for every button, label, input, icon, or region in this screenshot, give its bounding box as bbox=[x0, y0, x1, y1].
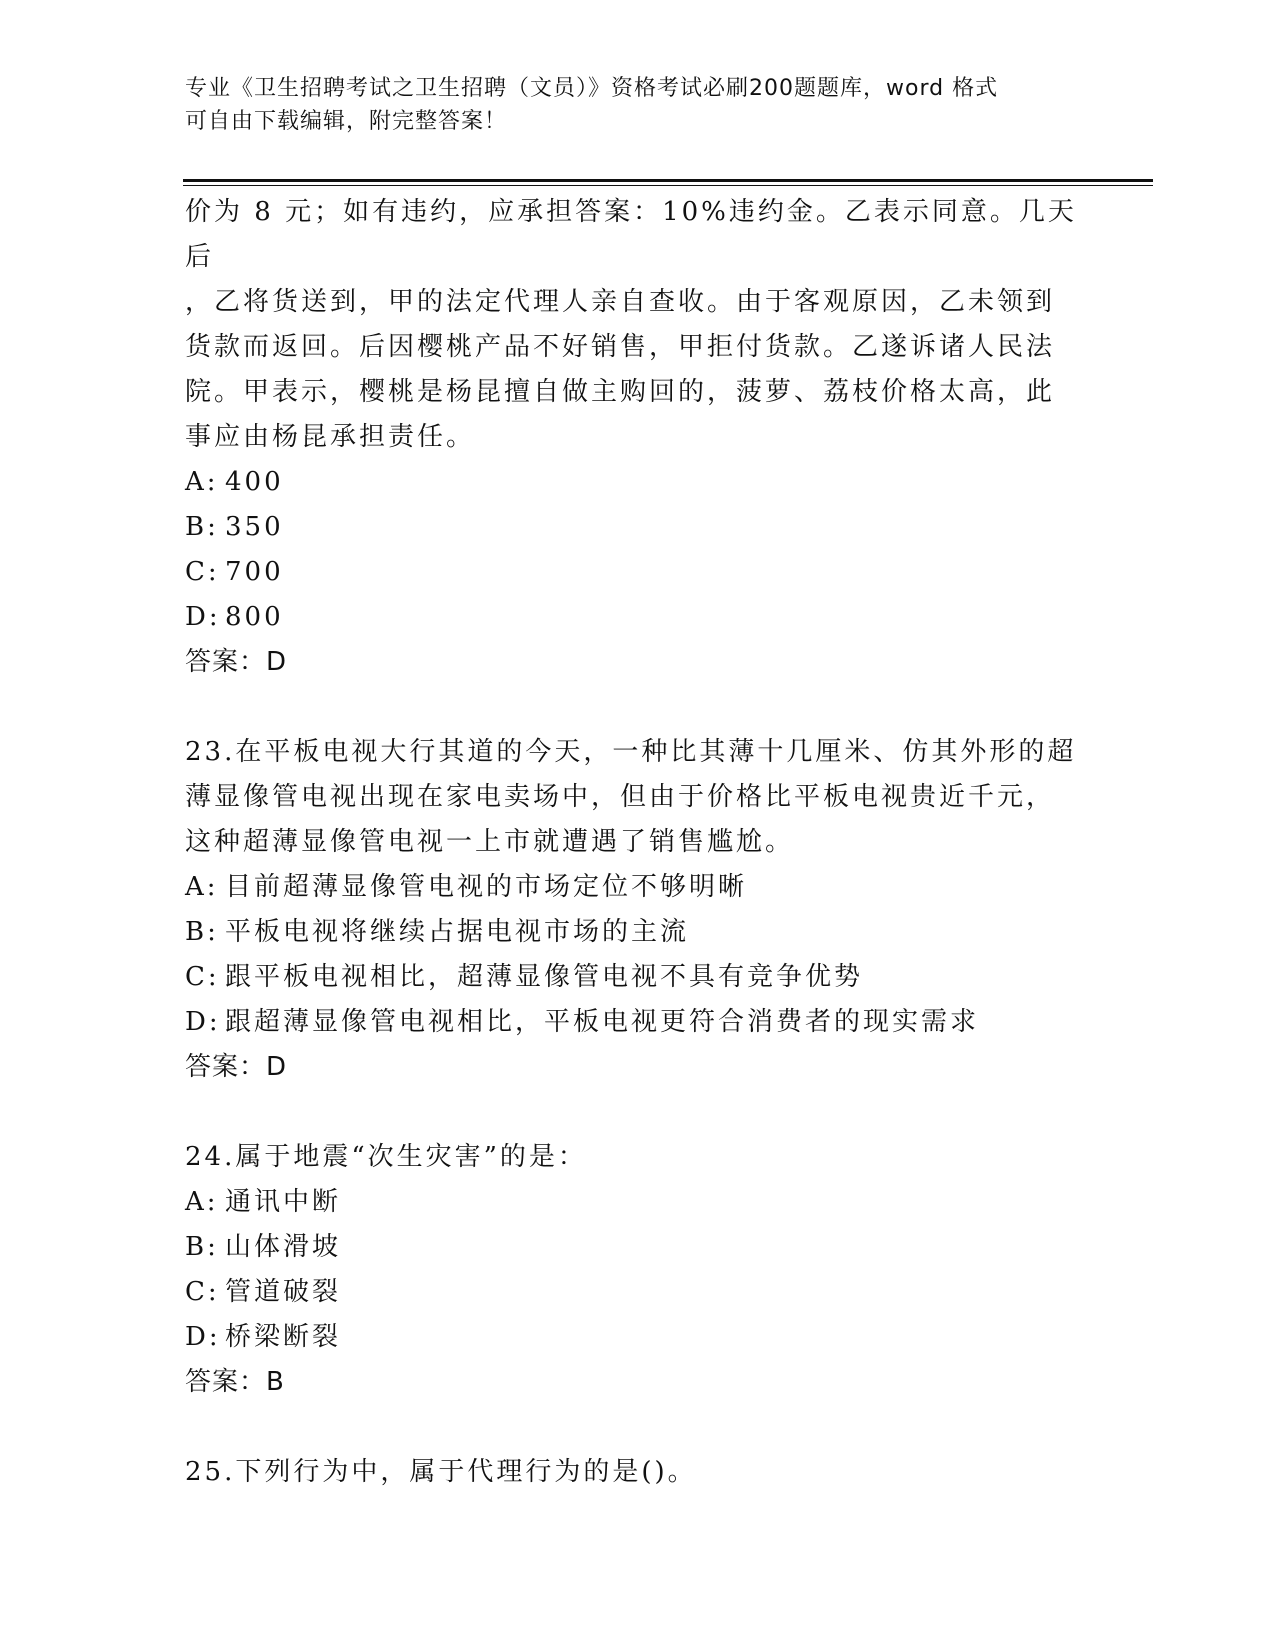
stem-line: 院。甲表示，樱桃是杨昆擅自做主购回的，菠萝、荔枝价格太高，此 bbox=[185, 377, 1056, 407]
option-key: A: bbox=[185, 1187, 219, 1217]
option-text: 跟平板电视相比，超薄显像管电视不具有竞争优势 bbox=[225, 962, 864, 992]
question-22 bbox=[185, 190, 1085, 685]
option-d bbox=[185, 1315, 1085, 1360]
option-c bbox=[185, 955, 1085, 1000]
header-divider-thin bbox=[183, 185, 1153, 186]
answer-line: 答案：D bbox=[185, 1052, 288, 1082]
option-text: 管道破裂 bbox=[225, 1277, 342, 1307]
stem-line: 价为 8 元；如有违约，应承担答案：10%违约金。乙表示同意。几天后 bbox=[185, 197, 1077, 272]
question-24-stem bbox=[185, 1135, 1085, 1180]
option-key: C: bbox=[185, 1277, 220, 1307]
question-25-stem bbox=[185, 1450, 1085, 1495]
option-text: 700 bbox=[225, 557, 284, 587]
spacer bbox=[185, 1405, 1085, 1450]
option-text: 桥梁断裂 bbox=[225, 1322, 342, 1352]
option-text: 目前超薄显像管电视的市场定位不够明晰 bbox=[225, 872, 748, 902]
question-23 bbox=[185, 730, 1085, 1090]
option-b bbox=[185, 910, 1085, 955]
header-title-line-1: 专业《卫生招聘考试之卫生招聘（文员）》资格考试必刷200题题库，word 格式 bbox=[185, 76, 999, 101]
stem-line: 23.在平板电视大行其道的今天，一种比其薄十几厘米、仿其外形的超 bbox=[185, 737, 1077, 767]
stem-line: 薄显像管电视出现在家电卖场中，但由于价格比平板电视贵近千元， bbox=[185, 782, 1056, 812]
option-key: B: bbox=[185, 1232, 219, 1262]
stem-line: 24.属于地震“次生灾害”的是： bbox=[185, 1142, 587, 1172]
stem-line: 事应由杨昆承担责任。 bbox=[185, 422, 476, 452]
option-b bbox=[185, 505, 1085, 550]
option-text: 山体滑坡 bbox=[225, 1232, 342, 1262]
option-a bbox=[185, 1180, 1085, 1225]
stem-line: ，乙将货送到，甲的法定代理人亲自查收。由于客观原因，乙未领到 bbox=[185, 287, 1056, 317]
option-key: C: bbox=[185, 557, 220, 587]
document-body bbox=[185, 190, 1085, 1495]
option-a bbox=[185, 460, 1085, 505]
option-b bbox=[185, 1225, 1085, 1270]
spacer bbox=[185, 1090, 1085, 1135]
answer-line: 答案：D bbox=[185, 647, 288, 677]
option-key: A: bbox=[185, 467, 219, 497]
document-header bbox=[185, 72, 1065, 138]
option-text: 350 bbox=[225, 512, 284, 542]
header-title-line-2: 可自由下载编辑，附完整答案！ bbox=[185, 109, 508, 134]
option-text: 跟超薄显像管电视相比，平板电视更符合消费者的现实需求 bbox=[225, 1007, 980, 1037]
question-23-stem bbox=[185, 730, 1085, 865]
option-key: C: bbox=[185, 962, 220, 992]
question-25 bbox=[185, 1450, 1085, 1495]
option-key: D: bbox=[185, 1007, 221, 1037]
stem-line: 25.下列行为中，属于代理行为的是()。 bbox=[185, 1457, 697, 1487]
spacer bbox=[185, 685, 1085, 730]
option-key: A: bbox=[185, 872, 219, 902]
question-24 bbox=[185, 1135, 1085, 1405]
option-text: 400 bbox=[225, 467, 284, 497]
option-a bbox=[185, 865, 1085, 910]
option-key: D: bbox=[185, 1322, 221, 1352]
stem-line: 这种超薄显像管电视一上市就遭遇了销售尴尬。 bbox=[185, 827, 795, 857]
option-key: B: bbox=[185, 512, 219, 542]
option-d bbox=[185, 595, 1085, 640]
option-c bbox=[185, 550, 1085, 595]
option-key: D: bbox=[185, 602, 221, 632]
option-text: 800 bbox=[225, 602, 284, 632]
header-divider-thick bbox=[183, 179, 1153, 182]
question-22-stem bbox=[185, 190, 1085, 460]
option-c bbox=[185, 1270, 1085, 1315]
option-d bbox=[185, 1000, 1085, 1045]
option-text: 通讯中断 bbox=[225, 1187, 342, 1217]
answer-line: 答案：B bbox=[185, 1367, 285, 1397]
option-text: 平板电视将继续占据电视市场的主流 bbox=[225, 917, 690, 947]
stem-line: 货款而返回。后因樱桃产品不好销售，甲拒付货款。乙遂诉诸人民法 bbox=[185, 332, 1056, 362]
option-key: B: bbox=[185, 917, 219, 947]
